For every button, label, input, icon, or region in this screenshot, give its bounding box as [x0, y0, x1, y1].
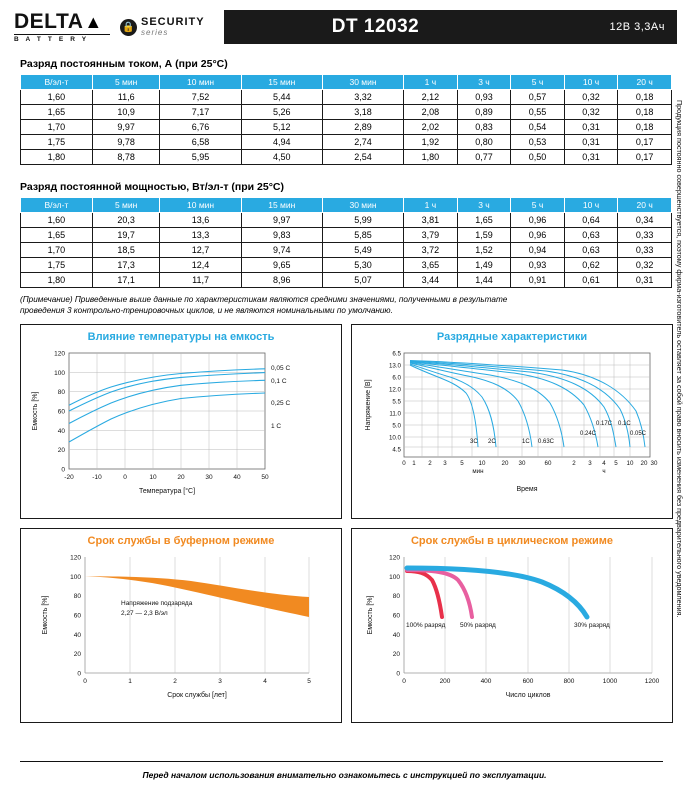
svg-text:-20: -20 [64, 474, 74, 482]
cell: 0,34 [618, 213, 672, 228]
chart4-xlabel: Число циклов [505, 692, 551, 700]
table-row [21, 90, 672, 105]
cell: 4,94 [241, 135, 322, 150]
cell: 0,77 [457, 150, 511, 165]
footer-divider [20, 761, 663, 762]
svg-text:1200: 1200 [644, 678, 660, 686]
svg-text:1: 1 [128, 678, 132, 686]
cell: 5,26 [241, 105, 322, 120]
cell: 2,74 [322, 135, 403, 150]
svg-text:60: 60 [544, 460, 552, 468]
cell: 0,63 [564, 228, 618, 243]
svg-text:200: 200 [439, 678, 451, 686]
svg-text:120: 120 [389, 554, 400, 562]
chart2-label-01c: 0.1C [618, 421, 631, 428]
cell: 13,6 [160, 213, 241, 228]
chart1-xlabel: Температура [°C] [138, 488, 196, 496]
svg-text:-10: -10 [92, 474, 102, 482]
col-header: 15 мин [241, 75, 322, 90]
chart2-label-024c: 0.24C [580, 431, 597, 438]
chart1-svg [21, 343, 343, 513]
col-header: 30 мин [322, 198, 403, 213]
svg-text:0: 0 [83, 678, 87, 686]
svg-text:5: 5 [460, 460, 464, 468]
chart3-annotation-line2: 2,27 — 2,3 В/эл [121, 610, 168, 618]
chart1-ylabel: Емкость [%] [32, 391, 39, 431]
cell: 0,18 [618, 120, 672, 135]
col-header: В/эл-т [21, 198, 93, 213]
cell: 0,94 [511, 243, 565, 258]
cell: 0,32 [564, 105, 618, 120]
table-row [21, 273, 672, 288]
cell: 3,72 [404, 243, 458, 258]
col-header: 5 ч [511, 75, 565, 90]
cell: 0,17 [618, 135, 672, 150]
chart2-ylabel: Напряжение [В] [365, 379, 372, 431]
cell: 0,83 [457, 120, 511, 135]
svg-text:0: 0 [123, 474, 127, 482]
svg-text:30: 30 [518, 460, 526, 468]
svg-text:10: 10 [626, 460, 634, 468]
cell: 0,33 [618, 243, 672, 258]
cell: 2,89 [322, 120, 403, 135]
cell: 1,60 [21, 213, 93, 228]
svg-text:2: 2 [173, 678, 177, 686]
svg-text:60: 60 [392, 612, 400, 620]
svg-text:10: 10 [149, 474, 157, 482]
chart2-label-063c: 0.63C [538, 439, 555, 446]
chart2-label-3c: 3C [470, 439, 478, 446]
table-row [21, 120, 672, 135]
chart2-label-1c: 1C [522, 439, 530, 446]
cell: 9,97 [92, 120, 160, 135]
shield-icon: 🔒 [120, 19, 137, 36]
cell: 0,32 [564, 90, 618, 105]
table-row [21, 150, 672, 165]
cell: 9,97 [241, 213, 322, 228]
svg-text:11.0: 11.0 [389, 410, 401, 418]
svg-text:40: 40 [73, 631, 81, 639]
svg-text:3: 3 [588, 460, 592, 468]
lightning-bolt-icon: ▲ [84, 11, 103, 32]
svg-text:0: 0 [402, 678, 406, 686]
col-header: 3 ч [457, 198, 511, 213]
cell: 0,91 [511, 273, 565, 288]
chart2-title: Разрядные характеристики [436, 331, 588, 344]
col-header: 1 ч [404, 198, 458, 213]
constant-current-table [20, 74, 672, 165]
cell: 8,78 [92, 150, 160, 165]
battery-spec: 12В 3,3Ач [527, 10, 677, 44]
cell: 5,49 [322, 243, 403, 258]
cell: 0,53 [511, 135, 565, 150]
cell: 1,65 [21, 228, 93, 243]
cell: 5,85 [322, 228, 403, 243]
svg-text:60: 60 [57, 408, 65, 416]
svg-text:20: 20 [392, 651, 400, 659]
cell: 0,80 [457, 135, 511, 150]
svg-text:3: 3 [443, 460, 447, 468]
svg-text:30: 30 [205, 474, 213, 482]
svg-text:600: 600 [522, 678, 534, 686]
cell: 5,99 [322, 213, 403, 228]
chart2-label-017c: 0.17C [596, 421, 613, 428]
cell: 2,08 [404, 105, 458, 120]
svg-text:12.0: 12.0 [388, 386, 401, 394]
cell: 12,7 [160, 243, 241, 258]
cell: 0,89 [457, 105, 511, 120]
svg-text:20: 20 [73, 651, 81, 659]
svg-text:мин: мин [472, 468, 484, 476]
table-header-row [21, 75, 672, 90]
table-row [21, 105, 672, 120]
cell: 5,95 [160, 150, 241, 165]
col-header: 20 ч [618, 198, 672, 213]
cell: 0,31 [564, 150, 618, 165]
svg-text:2: 2 [572, 460, 576, 468]
chart1-legend-2: 0,25 C [271, 400, 291, 408]
cell: 0,18 [618, 90, 672, 105]
svg-text:10: 10 [478, 460, 486, 468]
brand-logo [12, 10, 120, 44]
cell: 4,50 [241, 150, 322, 165]
cell: 6,58 [160, 135, 241, 150]
brand-name: DELTA [14, 10, 84, 33]
chart1-legend-0: 0,05 C [271, 365, 291, 373]
disclaimer-side-text [673, 100, 687, 660]
svg-text:3: 3 [218, 678, 222, 686]
cell: 1,44 [457, 273, 511, 288]
security-series-line1: SECURITY [141, 16, 205, 29]
cell: 19,7 [92, 228, 160, 243]
svg-text:0: 0 [61, 466, 65, 474]
cell: 0,54 [511, 120, 565, 135]
svg-text:5.0: 5.0 [392, 422, 401, 430]
col-header: В/эл-т [21, 75, 93, 90]
svg-text:5: 5 [614, 460, 618, 468]
table-note: (Примечание) Приведенные выше данные по характеристикам являются средними значениями, полученными в результате проведения 3 контрольно-тренировочных циклов, и не являются номинальными по умолчанию. [20, 295, 508, 316]
chart4-ylabel: Емкость [%] [367, 595, 374, 635]
cell: 3,32 [322, 90, 403, 105]
cell: 1,52 [457, 243, 511, 258]
svg-text:1000: 1000 [602, 678, 618, 686]
svg-text:5.5: 5.5 [392, 398, 401, 406]
svg-text:120: 120 [70, 554, 81, 562]
page-header [12, 10, 677, 44]
cell: 2,12 [404, 90, 458, 105]
cell: 5,07 [322, 273, 403, 288]
cell: 3,44 [404, 273, 458, 288]
chart3-ylabel: Емкость [%] [42, 595, 49, 635]
cell: 1,80 [21, 273, 93, 288]
chart4-legend-30: 30% разряд [574, 622, 610, 630]
svg-text:0: 0 [402, 460, 406, 468]
brand-name-row [14, 11, 120, 32]
col-header: 15 мин [241, 198, 322, 213]
cell: 0,62 [564, 258, 618, 273]
svg-text:5: 5 [307, 678, 311, 686]
cell: 0,17 [618, 150, 672, 165]
svg-text:100: 100 [389, 573, 400, 581]
cell: 20,3 [92, 213, 160, 228]
cell: 11,7 [160, 273, 241, 288]
chart-cyclic-service-life [351, 528, 673, 723]
cell: 11,6 [92, 90, 160, 105]
cell: 10,9 [92, 105, 160, 120]
cell: 1,60 [21, 90, 93, 105]
cell: 1,49 [457, 258, 511, 273]
table-header-row [21, 198, 672, 213]
charts-area [20, 324, 672, 723]
chart2-svg [352, 343, 674, 513]
col-header: 1 ч [404, 75, 458, 90]
cell: 0,63 [564, 243, 618, 258]
chart4-legend-50: 50% разряд [460, 622, 496, 630]
svg-text:400: 400 [480, 678, 492, 686]
table1-caption: Разряд постоянным током, А (при 25°C) [20, 58, 228, 70]
svg-text:120: 120 [54, 350, 65, 358]
chart2-label-2c: 2C [488, 439, 496, 446]
chart4-title: Срок службы в циклическом режиме [410, 535, 614, 548]
svg-text:40: 40 [57, 427, 65, 435]
cell: 0,57 [511, 90, 565, 105]
col-header: 10 мин [160, 75, 241, 90]
cell: 9,78 [92, 135, 160, 150]
svg-text:100: 100 [54, 369, 65, 377]
col-header: 5 мин [92, 198, 160, 213]
col-header: 20 ч [618, 75, 672, 90]
chart-temperature-capacity [20, 324, 342, 519]
cell: 1,70 [21, 120, 93, 135]
chart4-svg [352, 547, 674, 717]
cell: 1,65 [457, 213, 511, 228]
cell: 9,74 [241, 243, 322, 258]
cell: 9,83 [241, 228, 322, 243]
chart2-xlabel: Время [516, 486, 538, 494]
chart1-legend-1: 0,1 C [271, 378, 287, 386]
cell: 0,32 [618, 258, 672, 273]
col-header: 10 мин [160, 198, 241, 213]
cell: 0,50 [511, 150, 565, 165]
chart3-xlabel: Срок службы [лет] [167, 692, 227, 700]
constant-power-table [20, 197, 672, 288]
page-title: DT 12032 [224, 10, 527, 44]
cell: 0,93 [511, 258, 565, 273]
table-row [21, 135, 672, 150]
chart3-title: Срок службы в буферном режиме [87, 535, 275, 548]
chart3-annotation-line1: Напряжение подзаряда [121, 600, 193, 608]
cell: 0,96 [511, 228, 565, 243]
cell: 0,31 [618, 273, 672, 288]
svg-text:80: 80 [73, 593, 81, 601]
cell: 12,4 [160, 258, 241, 273]
cell: 0,96 [511, 213, 565, 228]
chart-float-service-life [20, 528, 342, 723]
svg-text:20: 20 [640, 460, 648, 468]
chart1-legend-3: 1 C [271, 423, 282, 431]
svg-text:80: 80 [57, 389, 65, 397]
svg-text:ч: ч [602, 468, 606, 476]
chart2-label-005c: 0.05C [630, 431, 647, 438]
svg-text:2: 2 [428, 460, 432, 468]
col-header: 10 ч [564, 75, 618, 90]
cell: 17,3 [92, 258, 160, 273]
cell: 5,30 [322, 258, 403, 273]
svg-text:30: 30 [650, 460, 658, 468]
security-series-line2: series [141, 27, 169, 37]
table-row [21, 243, 672, 258]
cell: 3,81 [404, 213, 458, 228]
cell: 3,65 [404, 258, 458, 273]
cell: 7,52 [160, 90, 241, 105]
cell: 3,18 [322, 105, 403, 120]
svg-text:100: 100 [70, 573, 81, 581]
cell: 1,92 [404, 135, 458, 150]
cell: 1,70 [21, 243, 93, 258]
svg-text:4: 4 [263, 678, 267, 686]
table2-caption: Разряд постоянной мощностью, Вт/эл-т (при 25°C) [20, 181, 284, 193]
cell: 18,5 [92, 243, 160, 258]
cell: 0,18 [618, 105, 672, 120]
cell: 7,17 [160, 105, 241, 120]
cell: 1,80 [404, 150, 458, 165]
svg-text:0: 0 [77, 670, 81, 678]
svg-text:0: 0 [396, 670, 400, 678]
svg-text:10.0: 10.0 [388, 434, 401, 442]
cell: 1,80 [21, 150, 93, 165]
cell: 13,3 [160, 228, 241, 243]
cell: 3,79 [404, 228, 458, 243]
cell: 0,31 [564, 120, 618, 135]
svg-text:1: 1 [412, 460, 416, 468]
cell: 0,55 [511, 105, 565, 120]
cell: 1,59 [457, 228, 511, 243]
cell: 0,33 [618, 228, 672, 243]
svg-text:80: 80 [392, 593, 400, 601]
disclaimer-side-text-label: Продукция постоянно совершенствуется, поэтому фирма-изготовитель оставляет за собой право вносить изменения без предварительного уведомления. [675, 100, 684, 618]
svg-text:20: 20 [177, 474, 185, 482]
svg-text:60: 60 [73, 612, 81, 620]
svg-text:4.5: 4.5 [392, 446, 401, 454]
cell: 1,65 [21, 105, 93, 120]
table-row [21, 228, 672, 243]
cell: 1,75 [21, 258, 93, 273]
svg-text:50: 50 [261, 474, 269, 482]
cell: 17,1 [92, 273, 160, 288]
cell: 0,61 [564, 273, 618, 288]
chart1-title: Влияние температуры на емкость [87, 331, 275, 344]
cell: 2,02 [404, 120, 458, 135]
svg-text:20: 20 [57, 447, 65, 455]
svg-text:40: 40 [233, 474, 241, 482]
col-header: 10 ч [564, 198, 618, 213]
cell: 1,75 [21, 135, 93, 150]
col-header: 3 ч [457, 75, 511, 90]
brand-subtitle: B A T T E R Y [14, 34, 110, 43]
table-row [21, 258, 672, 273]
svg-text:40: 40 [392, 631, 400, 639]
cell: 8,96 [241, 273, 322, 288]
cell: 5,12 [241, 120, 322, 135]
svg-text:20: 20 [501, 460, 509, 468]
chart-discharge-characteristics [351, 324, 673, 519]
chart4-legend-100: 100% разряд [406, 622, 446, 630]
footer-note: Перед началом использования внимательно ознакомьтесь с инструкцией по эксплуатации. [142, 770, 547, 780]
svg-text:6.0: 6.0 [392, 374, 401, 382]
cell: 5,44 [241, 90, 322, 105]
col-header: 5 мин [92, 75, 160, 90]
cell: 6,76 [160, 120, 241, 135]
cell: 0,93 [457, 90, 511, 105]
col-header: 5 ч [511, 198, 565, 213]
svg-text:4: 4 [602, 460, 606, 468]
chart3-svg [21, 547, 343, 717]
cell: 0,31 [564, 135, 618, 150]
cell: 2,54 [322, 150, 403, 165]
col-header: 30 мин [322, 75, 403, 90]
cell: 0,64 [564, 213, 618, 228]
svg-text:800: 800 [563, 678, 575, 686]
svg-text:6.5: 6.5 [392, 350, 401, 358]
svg-text:13.0: 13.0 [388, 362, 401, 370]
table-row [21, 213, 672, 228]
cell: 9,65 [241, 258, 322, 273]
security-series-badge [120, 10, 224, 44]
